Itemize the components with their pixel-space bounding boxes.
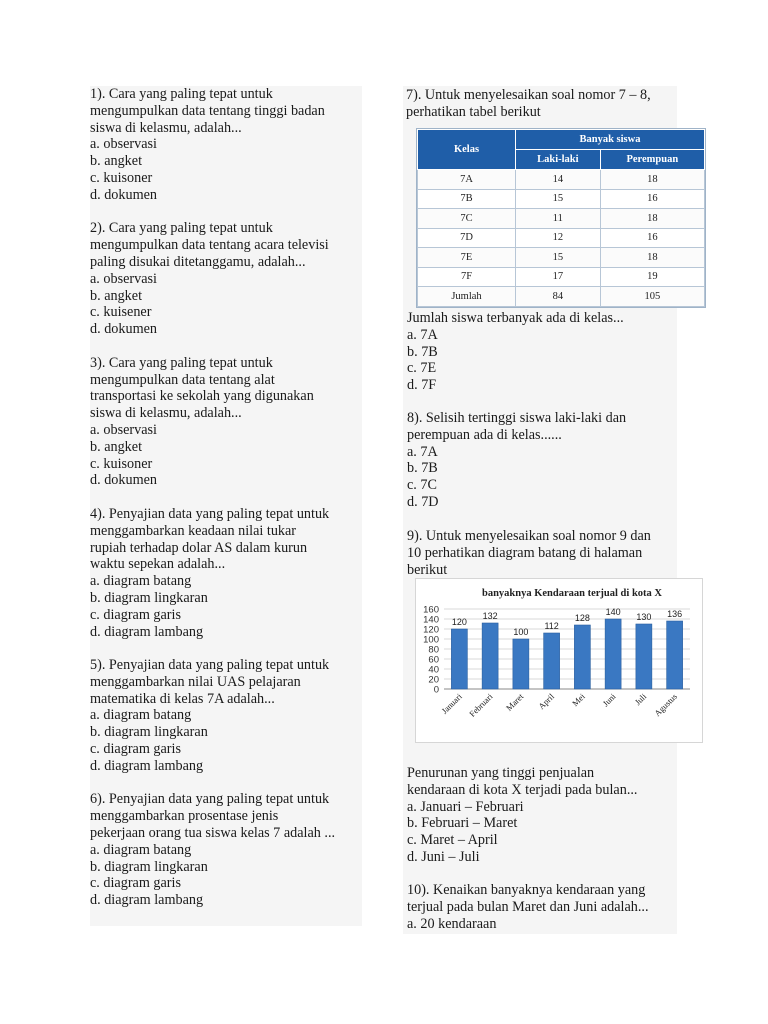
table-cell: 11: [516, 209, 601, 229]
answer-option: b. diagram lingkaran: [90, 858, 208, 875]
table-cell: 12: [516, 228, 601, 248]
chart-category-label: Maret: [503, 691, 526, 713]
chart-data-label: 130: [636, 612, 652, 622]
chart-category-label: Mei: [570, 691, 587, 709]
chart-bar: [574, 625, 590, 689]
answer-option: d. dokumen: [90, 472, 157, 489]
chart-data-label: 140: [605, 607, 621, 617]
question-10-text: 10). Kenaikan banyaknya kendaraan yang terjual pada bulan Maret dan Juni adalah... a. 20 kendaraan: [407, 882, 649, 932]
question-9-text: Penurunan yang tinggi penjualan kendaraan di kota X terjadi pada bulan... a. Januari – Februari b. Februari – Maret c. Maret – April d. Juni – Juli: [407, 765, 638, 865]
question-text: 6). Penyajian data yang paling tepat untuk menggambarkan prosentase jenis pekerjaan orang tua siswa kelas 7 adalah ...: [90, 791, 336, 842]
table-header-laki-laki: Laki-laki: [516, 150, 601, 170]
answer-option: b. diagram lingkaran: [90, 724, 208, 741]
question-7-intro: 7). Untuk menyelesaikan soal nomor 7 – 8, perhatikan tabel berikut: [406, 87, 651, 120]
chart-data-label: 120: [451, 617, 467, 627]
chart-bar: [544, 633, 560, 689]
chart-category-label: April: [536, 691, 557, 712]
answer-option: c. diagram garis: [90, 741, 181, 758]
chart-ytick-label: 20: [428, 674, 439, 686]
table-row: [418, 228, 705, 248]
chart-data-label: 112: [544, 621, 559, 631]
chart-ytick-label: 160: [423, 604, 439, 616]
chart-ytick-label: 100: [423, 634, 439, 646]
answer-option: a. observasi: [90, 421, 157, 438]
question-9-intro: 9). Untuk menyelesaikan soal nomor 9 dan 10 perhatikan diagram batang di halaman berikut: [407, 528, 651, 578]
question-list: [90, 86, 362, 909]
left-question-column: [90, 86, 362, 926]
answer-option: b. angket: [90, 438, 143, 455]
answer-option: c. diagram garis: [90, 875, 181, 892]
table-cell: Jumlah: [418, 287, 516, 307]
table-cell: 16: [600, 189, 704, 209]
question-text: 4). Penyajian data yang paling tepat untuk menggambarkan keadaan nilai tukar rupiah terhadap dolar AS dalam kurun waktu sepekan adalah...: [90, 505, 330, 573]
vehicle-sales-chart: [415, 578, 703, 743]
answer-option: d. dokumen: [90, 186, 157, 203]
table-header-banyak-siswa: Banyak siswa: [516, 130, 705, 150]
answer-option: d. diagram lambang: [90, 623, 204, 640]
answer-option: a. diagram batang: [90, 841, 192, 858]
question-text: 3). Cara yang paling tepat untuk mengumpulkan data tentang alat transportasi ke sekolah yang digunakan siswa di kelasmu, adalah...: [90, 354, 314, 422]
question-2: [90, 220, 362, 338]
table-cell: 7C: [418, 209, 516, 229]
table-row: [418, 209, 705, 229]
table-cell: 7D: [418, 228, 516, 248]
chart-category-label: Juli: [632, 691, 649, 708]
student-count-table: [417, 129, 705, 307]
chart-bar: [482, 623, 498, 689]
answer-option: a. observasi: [90, 270, 157, 287]
table-row: [418, 189, 705, 209]
question-5: [90, 657, 362, 775]
answer-option: b. angket: [90, 287, 143, 304]
table-cell: 7A: [418, 170, 516, 190]
answer-option: d. diagram lambang: [90, 757, 204, 774]
table-row: [418, 267, 705, 287]
chart-category-label: Agustus: [652, 691, 680, 719]
answer-option: c. kuisoner: [90, 169, 153, 186]
table-cell: 18: [600, 170, 704, 190]
chart-bar: [605, 619, 621, 689]
chart-ytick-label: 80: [428, 644, 439, 656]
chart-title: banyaknya Kendaraan terjual di kota X: [482, 588, 662, 599]
answer-option: c. kuisener: [90, 304, 152, 321]
answer-option: c. diagram garis: [90, 606, 181, 623]
table-cell: 18: [600, 248, 704, 268]
question-3: [90, 355, 362, 489]
question-text: 5). Penyajian data yang paling tepat untuk menggambarkan nilai UAS pelajaran matematika di kelas 7A adalah...: [90, 657, 330, 707]
chart-ytick-label: 120: [423, 624, 439, 636]
table-row: [418, 170, 705, 190]
question-text: 1). Cara yang paling tepat untuk mengumpulkan data tentang tinggi badan siswa di kelasmu, adalah...: [90, 86, 325, 136]
table-cell: 7B: [418, 189, 516, 209]
chart-svg: [416, 579, 702, 742]
table-cell: 15: [516, 248, 601, 268]
chart-bar: [513, 639, 529, 689]
table-cell: 84: [516, 287, 601, 307]
table-cell: 17: [516, 267, 601, 287]
table-body: [418, 170, 705, 307]
table-cell: 15: [516, 189, 601, 209]
chart-ytick-label: 60: [428, 654, 439, 666]
question-4: [90, 506, 362, 640]
answer-option: d. diagram lambang: [90, 892, 204, 909]
question-text: 2). Cara yang paling tepat untuk mengumpulkan data tentang acara televisi paling disukai ditetanggamu, adalah...: [90, 220, 329, 270]
table-cell: 7F: [418, 267, 516, 287]
table-row: [418, 248, 705, 268]
answer-option: a. observasi: [90, 136, 157, 153]
chart-bar: [667, 621, 683, 689]
chart-data-label: 136: [667, 609, 683, 619]
question-7-text: Jumlah siswa terbanyak ada di kelas... a. 7A b. 7B c. 7E d. 7F: [407, 310, 624, 394]
question-8-text: 8). Selisih tertinggi siswa laki-laki dan perempuan ada di kelas...... a. 7A b. 7B c. 7C d. 7D: [407, 410, 627, 510]
chart-data-label: 128: [574, 613, 590, 623]
answer-option: d. dokumen: [90, 321, 157, 338]
answer-option: b. angket: [90, 153, 143, 170]
table-cell: 7E: [418, 248, 516, 268]
answer-option: a. diagram batang: [90, 707, 192, 724]
chart-ytick-label: 40: [428, 664, 439, 676]
answer-option: a. diagram batang: [90, 573, 192, 590]
question-1: [90, 86, 362, 204]
answer-option: b. diagram lingkaran: [90, 589, 208, 606]
chart-data-label: 132: [482, 611, 498, 621]
chart-bar: [451, 629, 467, 689]
table-header-kelas: Kelas: [418, 130, 516, 170]
chart-category-label: Januari: [439, 691, 464, 716]
table-cell: 16: [600, 228, 704, 248]
chart-ytick-label: 140: [423, 614, 439, 626]
table-row: [418, 287, 705, 307]
table-cell: 14: [516, 170, 601, 190]
chart-category-label: Juni: [600, 691, 618, 709]
question-6: [90, 791, 362, 909]
answer-option: c. kuisoner: [90, 455, 153, 472]
table-header-perempuan: Perempuan: [600, 150, 704, 170]
table-cell: 19: [600, 267, 704, 287]
table-cell: 105: [600, 287, 704, 307]
chart-bar: [636, 624, 652, 689]
table-cell: 18: [600, 209, 704, 229]
chart-data-label: 100: [513, 627, 529, 637]
chart-ytick-label: 0: [433, 684, 439, 696]
chart-category-label: Februari: [467, 691, 495, 719]
